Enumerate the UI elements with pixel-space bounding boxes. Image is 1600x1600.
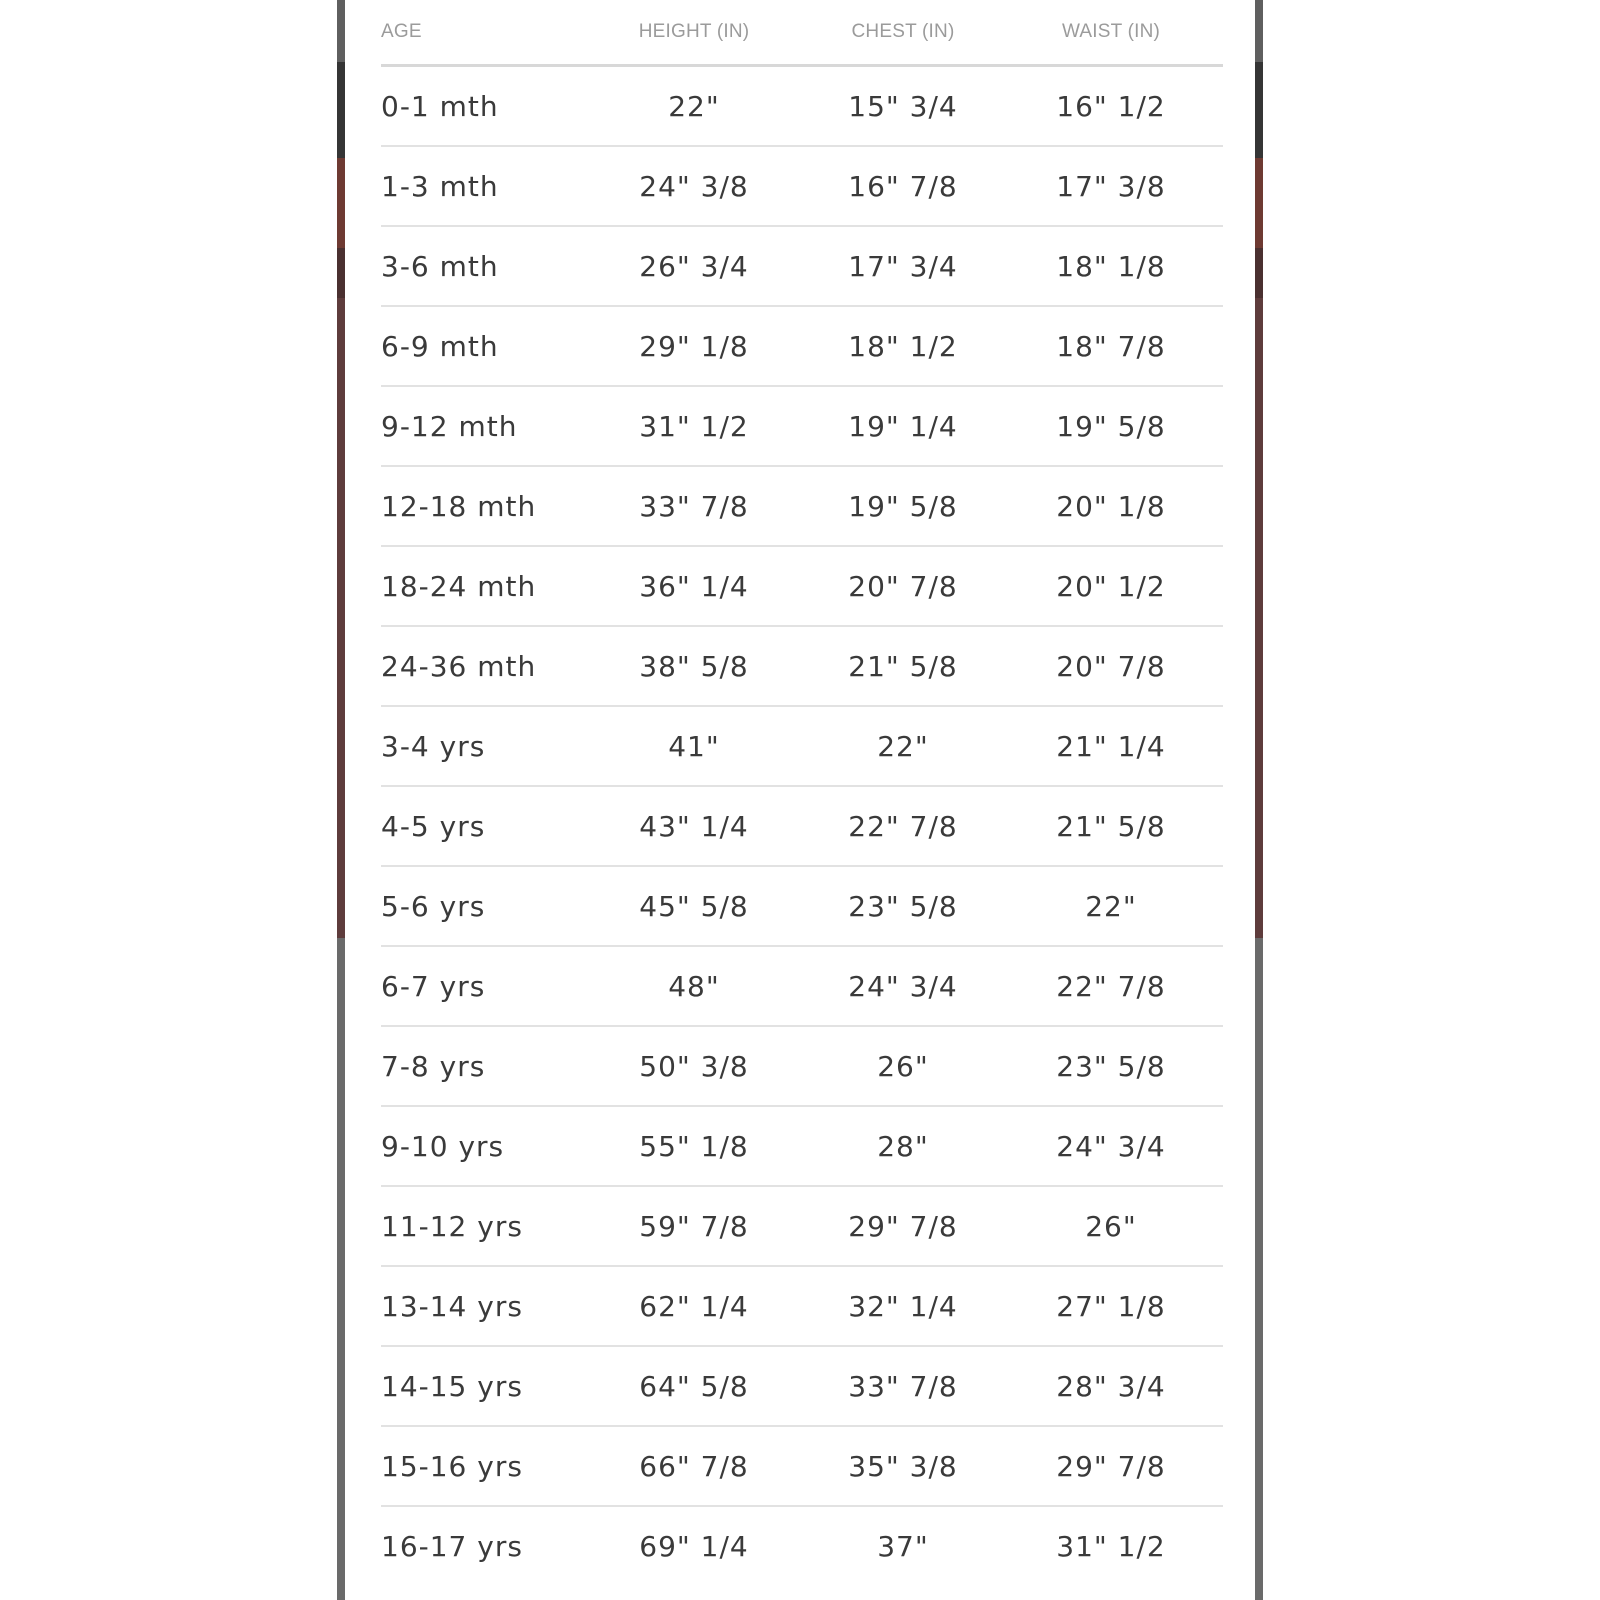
- chest-cell: 22" 7/8: [807, 786, 999, 866]
- table-row: [381, 1186, 1223, 1266]
- height-cell: 33" 7/8: [581, 466, 807, 546]
- height-cell: 64" 5/8: [581, 1346, 807, 1426]
- age-cell: 4-5 yrs: [381, 786, 581, 866]
- waist-cell: 29" 7/8: [999, 1426, 1223, 1506]
- waist-cell: 18" 7/8: [999, 306, 1223, 386]
- table-row: [381, 706, 1223, 786]
- table-row: [381, 1106, 1223, 1186]
- age-cell: 6-9 mth: [381, 306, 581, 386]
- chest-cell: 37": [877, 1529, 929, 1563]
- height-cell: 59" 7/8: [581, 1186, 807, 1266]
- waist-cell: 23" 5/8: [999, 1026, 1223, 1106]
- chest-cell: 22": [807, 706, 999, 786]
- age-cell: 12-18 mth: [381, 466, 581, 546]
- chest-cell: 17" 3/4: [807, 226, 999, 306]
- chest-cell: 23" 5/8: [807, 866, 999, 946]
- chest-cell: 28": [807, 1106, 999, 1186]
- table-header-row: [381, 0, 1223, 66]
- age-cell: 3-4 yrs: [381, 706, 581, 786]
- waist-cell: 20" 1/8: [999, 466, 1223, 546]
- chest-cell: 26": [807, 1026, 999, 1106]
- waist-cell: 18" 1/8: [999, 226, 1223, 306]
- waist-cell: 20" 7/8: [999, 626, 1223, 706]
- table-row: [381, 546, 1223, 626]
- chest-cell: 35" 3/8: [807, 1426, 999, 1506]
- table-row: [381, 1026, 1223, 1106]
- age-cell: 1-3 mth: [381, 146, 581, 226]
- table-row: [381, 866, 1223, 946]
- waist-cell: 17" 3/8: [999, 146, 1223, 226]
- height-cell: 50" 3/8: [581, 1026, 807, 1106]
- height-cell: 62" 1/4: [581, 1266, 807, 1346]
- age-cell: 6-7 yrs: [381, 946, 581, 1026]
- age-cell: 0-1 mth: [381, 66, 581, 147]
- table-row: [381, 386, 1223, 466]
- height-cell: 31" 1/2: [581, 386, 807, 466]
- size-chart-body: [381, 66, 1223, 1586]
- height-cell: 26" 3/4: [581, 226, 807, 306]
- chest-cell: 29" 7/8: [807, 1186, 999, 1266]
- age-cell: 5-6 yrs: [381, 866, 581, 946]
- waist-cell: 28" 3/4: [999, 1346, 1223, 1426]
- column-header-height: HEIGHT (IN): [581, 0, 807, 66]
- table-row: [381, 226, 1223, 306]
- table-row: [381, 1506, 1223, 1585]
- height-cell: 43" 1/4: [581, 786, 807, 866]
- column-header-age: AGE: [381, 0, 581, 66]
- waist-cell: 22": [999, 866, 1223, 946]
- age-cell: 24-36 mth: [381, 626, 581, 706]
- waist-cell: 21" 5/8: [999, 786, 1223, 866]
- table-row: [381, 946, 1223, 1026]
- column-header-chest: CHEST (IN): [807, 0, 999, 66]
- height-cell: 29" 1/8: [581, 306, 807, 386]
- age-cell: 15-16 yrs: [381, 1426, 581, 1506]
- height-cell: 48": [581, 946, 807, 1026]
- waist-cell: 16" 1/2: [999, 66, 1223, 147]
- age-cell: 11-12 yrs: [381, 1186, 581, 1266]
- table-row: [381, 146, 1223, 226]
- height-cell: 38" 5/8: [581, 626, 807, 706]
- chest-cell: 32" 1/4: [807, 1266, 999, 1346]
- chest-cell: 16" 7/8: [807, 146, 999, 226]
- waist-cell: 27" 1/8: [999, 1266, 1223, 1346]
- chest-cell: 15" 3/4: [807, 66, 999, 147]
- table-row: [381, 1426, 1223, 1506]
- table-row: [381, 626, 1223, 706]
- height-cell: 69" 1/4: [639, 1529, 749, 1563]
- chest-cell: 24" 3/4: [807, 946, 999, 1026]
- height-cell: 66" 7/8: [581, 1426, 807, 1506]
- chest-cell: 20" 7/8: [807, 546, 999, 626]
- age-cell: 18-24 mth: [381, 546, 581, 626]
- height-cell: 55" 1/8: [581, 1106, 807, 1186]
- height-cell: 45" 5/8: [581, 866, 807, 946]
- height-cell: 24" 3/8: [581, 146, 807, 226]
- waist-cell: 22" 7/8: [999, 946, 1223, 1026]
- height-cell: 41": [581, 706, 807, 786]
- age-cell: 9-12 mth: [381, 386, 581, 466]
- age-cell: 16-17 yrs: [381, 1529, 523, 1563]
- chest-cell: 33" 7/8: [807, 1346, 999, 1426]
- waist-cell: 21" 1/4: [999, 706, 1223, 786]
- waist-cell: 26": [999, 1186, 1223, 1266]
- table-row: [381, 786, 1223, 866]
- chest-cell: 19" 5/8: [807, 466, 999, 546]
- waist-cell: 31" 1/2: [1056, 1529, 1166, 1563]
- age-cell: 9-10 yrs: [381, 1106, 581, 1186]
- age-cell: 7-8 yrs: [381, 1026, 581, 1106]
- age-cell: 14-15 yrs: [381, 1346, 581, 1426]
- table-row: [381, 306, 1223, 386]
- waist-cell: 24" 3/4: [999, 1106, 1223, 1186]
- size-chart-table: [381, 0, 1223, 1585]
- age-cell: 13-14 yrs: [381, 1266, 581, 1346]
- table-row: [381, 1266, 1223, 1346]
- table-row: [381, 66, 1223, 147]
- height-cell: 36" 1/4: [581, 546, 807, 626]
- table-row: [381, 466, 1223, 546]
- column-header-waist: WAIST (IN): [999, 0, 1223, 66]
- size-guide-modal: [345, 0, 1255, 1600]
- chest-cell: 19" 1/4: [807, 386, 999, 466]
- height-cell: 22": [581, 66, 807, 147]
- waist-cell: 19" 5/8: [999, 386, 1223, 466]
- chest-cell: 21" 5/8: [807, 626, 999, 706]
- table-row: [381, 1346, 1223, 1426]
- chest-cell: 18" 1/2: [807, 306, 999, 386]
- waist-cell: 20" 1/2: [999, 546, 1223, 626]
- age-cell: 3-6 mth: [381, 226, 581, 306]
